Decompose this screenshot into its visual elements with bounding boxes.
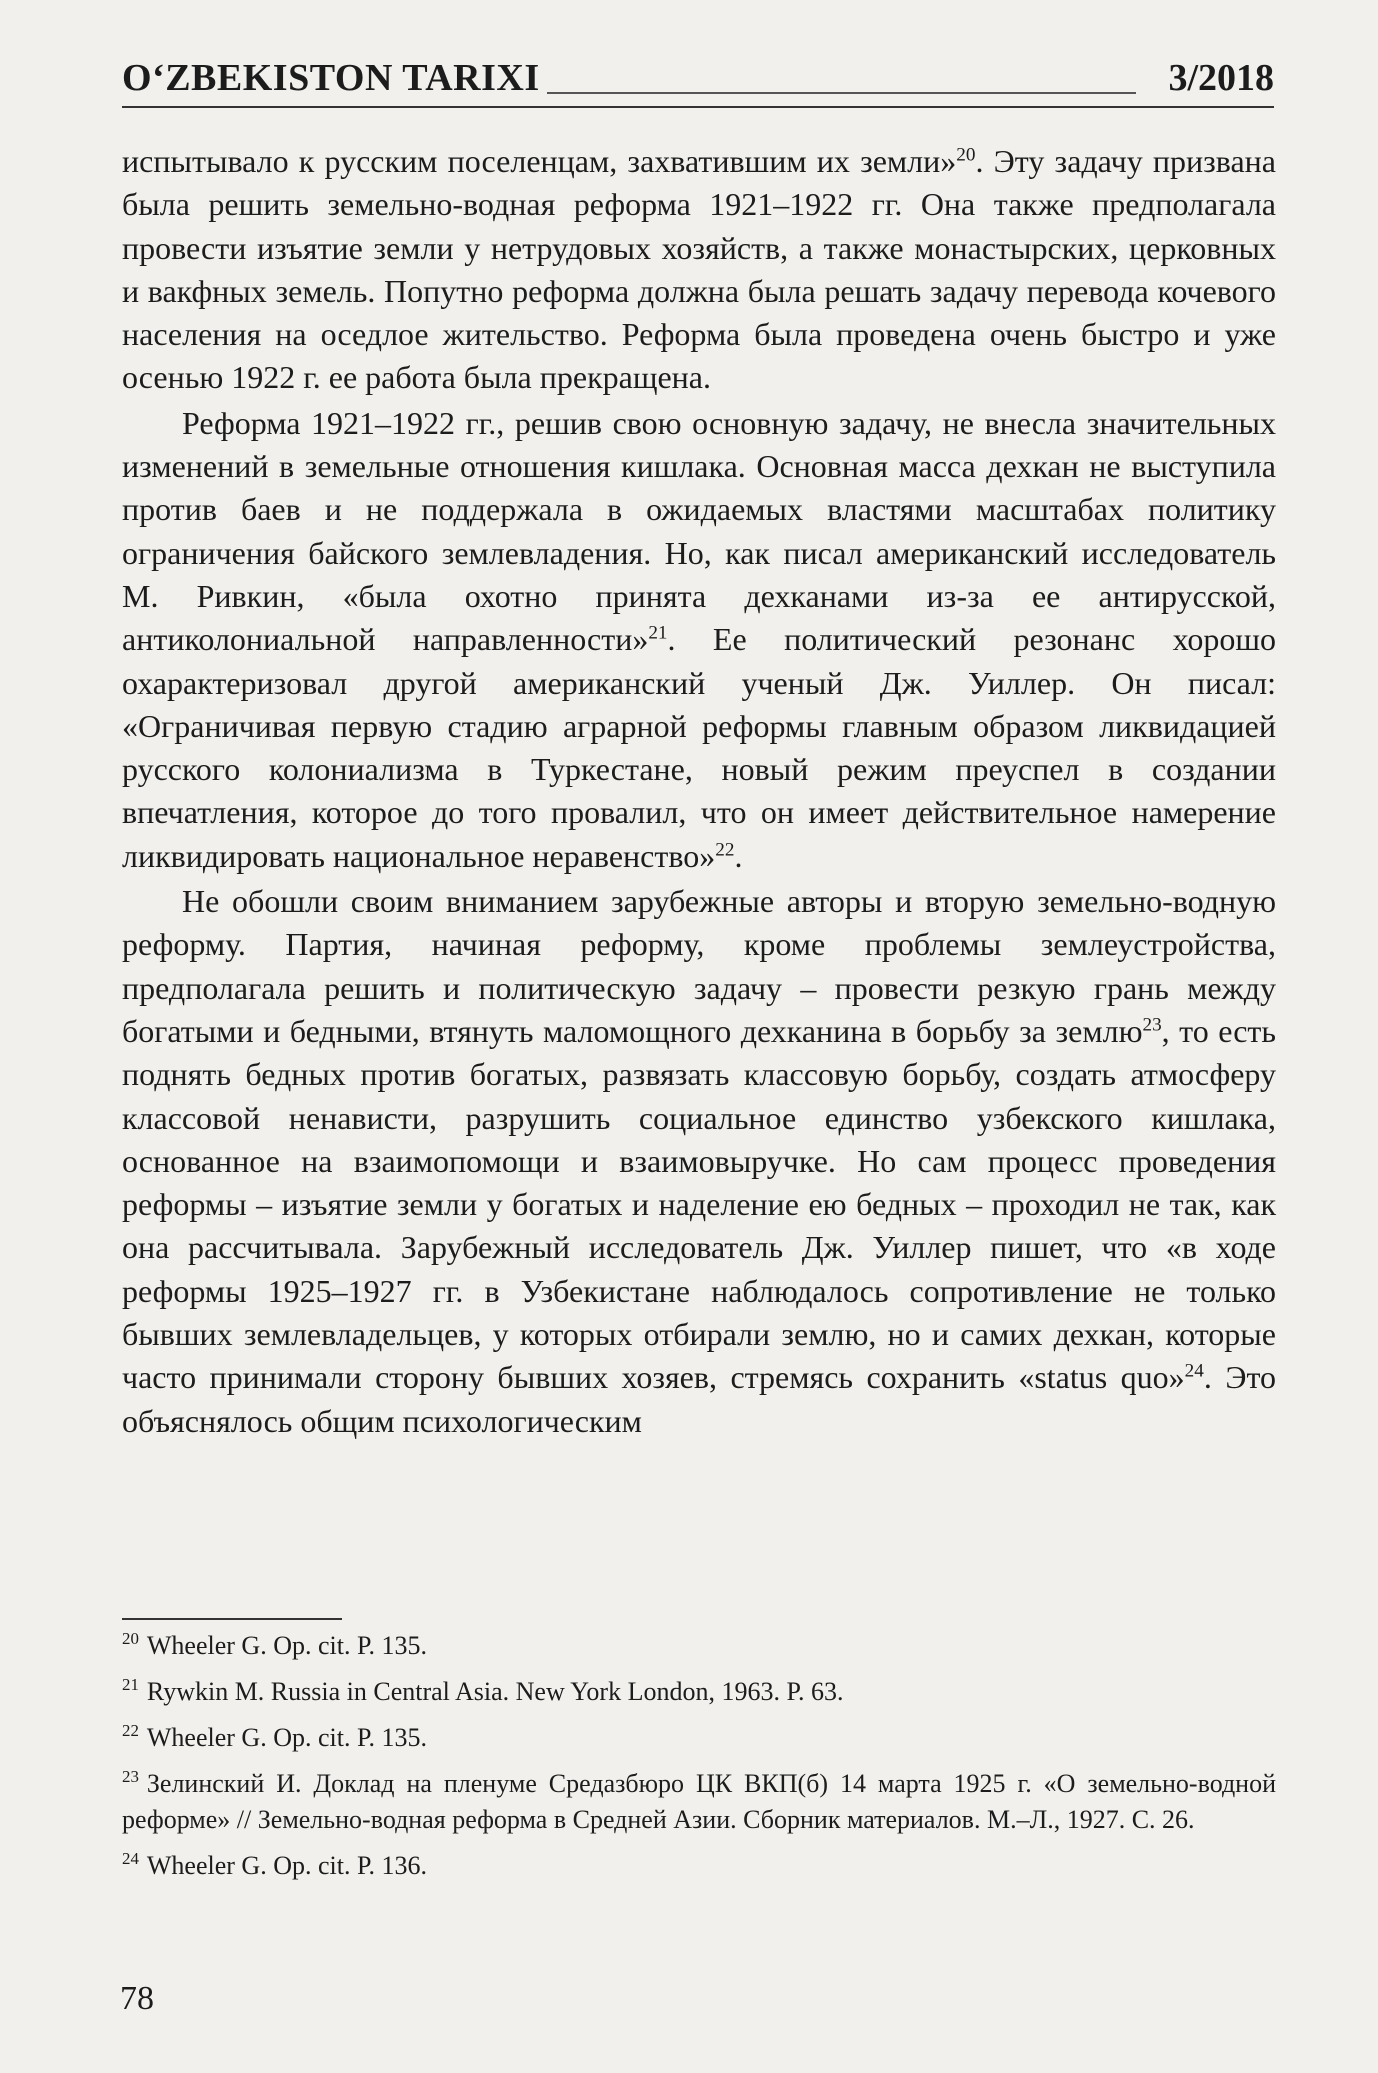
page-number: 78 [120, 1980, 154, 2017]
footnote [122, 1766, 1276, 1838]
footnote-number: 21 [122, 1675, 139, 1695]
footnote-number: 22 [122, 1721, 139, 1741]
footnote-number: 23 [122, 1767, 139, 1787]
footnote [122, 1848, 1276, 1884]
paragraph-text: . Это объяснялось общим психологическим [122, 1359, 1276, 1439]
article-body [122, 140, 1276, 1445]
paragraph-text: . [734, 837, 743, 874]
footnote-number: 20 [122, 1629, 139, 1649]
paragraph-text: испытывало к русским поселенцам, захватившим их земли» [122, 143, 957, 179]
paragraph-text: Реформа 1921–1922 гг., решив свою основную задачу, не внесла значительных изменений в земельные отношения кишлака. Основная масса дехкан не выступила против баев и не поддержала в ожидаемых властями масштабах политику ограничения байского землевладения. Но, как писал американский исследователь М. Ривкин, «была охотно принята дехканами из-за ее антирусской, антиколониальной направленности» [122, 404, 1276, 658]
footnote-text: Wheeler G. Op. cit. P. 136. [146, 1851, 428, 1880]
footnote [122, 1720, 1276, 1756]
footnote [122, 1674, 1276, 1710]
footnote-text: Wheeler G. Op. cit. P. 135. [146, 1631, 428, 1660]
footnote-text: Зелинский И. Доклад на пленуме Средазбюро ЦК ВКП(б) 14 марта 1925 г. «О земельно-водной реформе» // Земельно-водная реформа в Средней Азии. Сборник материалов. М.–Л., 1927. С. 26. [122, 1769, 1276, 1834]
footnote-reference: 24 [1184, 1360, 1204, 1382]
issue-number: 3/2018 [1168, 57, 1274, 99]
body-paragraph [122, 880, 1276, 1443]
footnote-reference: 21 [648, 622, 668, 644]
footnote-text: Wheeler G. Op. cit. P. 135. [146, 1723, 428, 1752]
paragraph-text: . Эту задачу призвана была решить земельно-водная реформа 1921–1922 гг. Она также предполагала провести изъятие земли у нетрудовых хозяйств, а также монастырских, церковных и вакфных земель. Попутно реформа должна была решать задачу перевода кочевого населения на оседлое жительство. Реформа была проведена очень быстро и уже осенью 1922 г. ее работа была прекращена. [122, 143, 1277, 396]
footnote [122, 1628, 1276, 1664]
running-header [122, 50, 1274, 106]
paragraph-text: . Ее политический резонанс хорошо охарактеризовал другой американский ученый Дж. Уиллер. Он писал: «Ограничивая первую стадию аграрной реформы главным образом ликвидацией русского колониализма в Туркестане, новый режим преуспел в создании впечатления, которое до того провалил, что он имеет действительное намерение ликвидировать национальное неравенство» [122, 621, 1276, 874]
footnote-number: 24 [122, 1849, 139, 1869]
header-underline [122, 106, 1274, 108]
footnote-reference: 20 [956, 144, 976, 166]
footnotes [122, 1628, 1276, 1894]
paragraph-text: , то есть поднять бедных против богатых, развязать классовую борьбу, создать атмосферу классовой ненависти, разрушить социальное единство узбекского кишлака, основанное на взаимопомощи и взаимовыручке. Но сам процесс проведения реформы – изъятие земли у богатых и наделение ею бедных – проходил не так, как она рассчитывала. Зарубежный исследователь Дж. Уиллер пишет, что «в ходе реформы 1925–1927 гг. в Узбекистане наблюдалось сопротивление не только бывших землевладельцев, у которых отбирали землю, но и самих дехкан, которые часто принимали сторону бывших хозяев, стремясь сохранить «status quo» [122, 1012, 1276, 1396]
paragraph-text: Не обошли своим вниманием зарубежные авторы и вторую земельно-водную реформу. Партия, начиная реформу, кроме проблемы землеустройства, предполагала решить и политическую задачу – провести резкую грань между богатыми и бедными, втянуть маломощного дехканина в борьбу за землю [122, 883, 1276, 1049]
header-divider [547, 92, 1136, 94]
footnote-text: Rywkin M. Russia in Central Asia. New York London, 1963. P. 63. [146, 1677, 844, 1706]
footnote-reference: 22 [715, 839, 735, 861]
body-paragraph [122, 140, 1276, 400]
footnote-reference: 23 [1142, 1014, 1162, 1036]
body-paragraph [122, 402, 1276, 878]
footnote-divider [122, 1618, 342, 1620]
journal-title: O‘ZBEKISTON TARIXI [122, 57, 540, 99]
